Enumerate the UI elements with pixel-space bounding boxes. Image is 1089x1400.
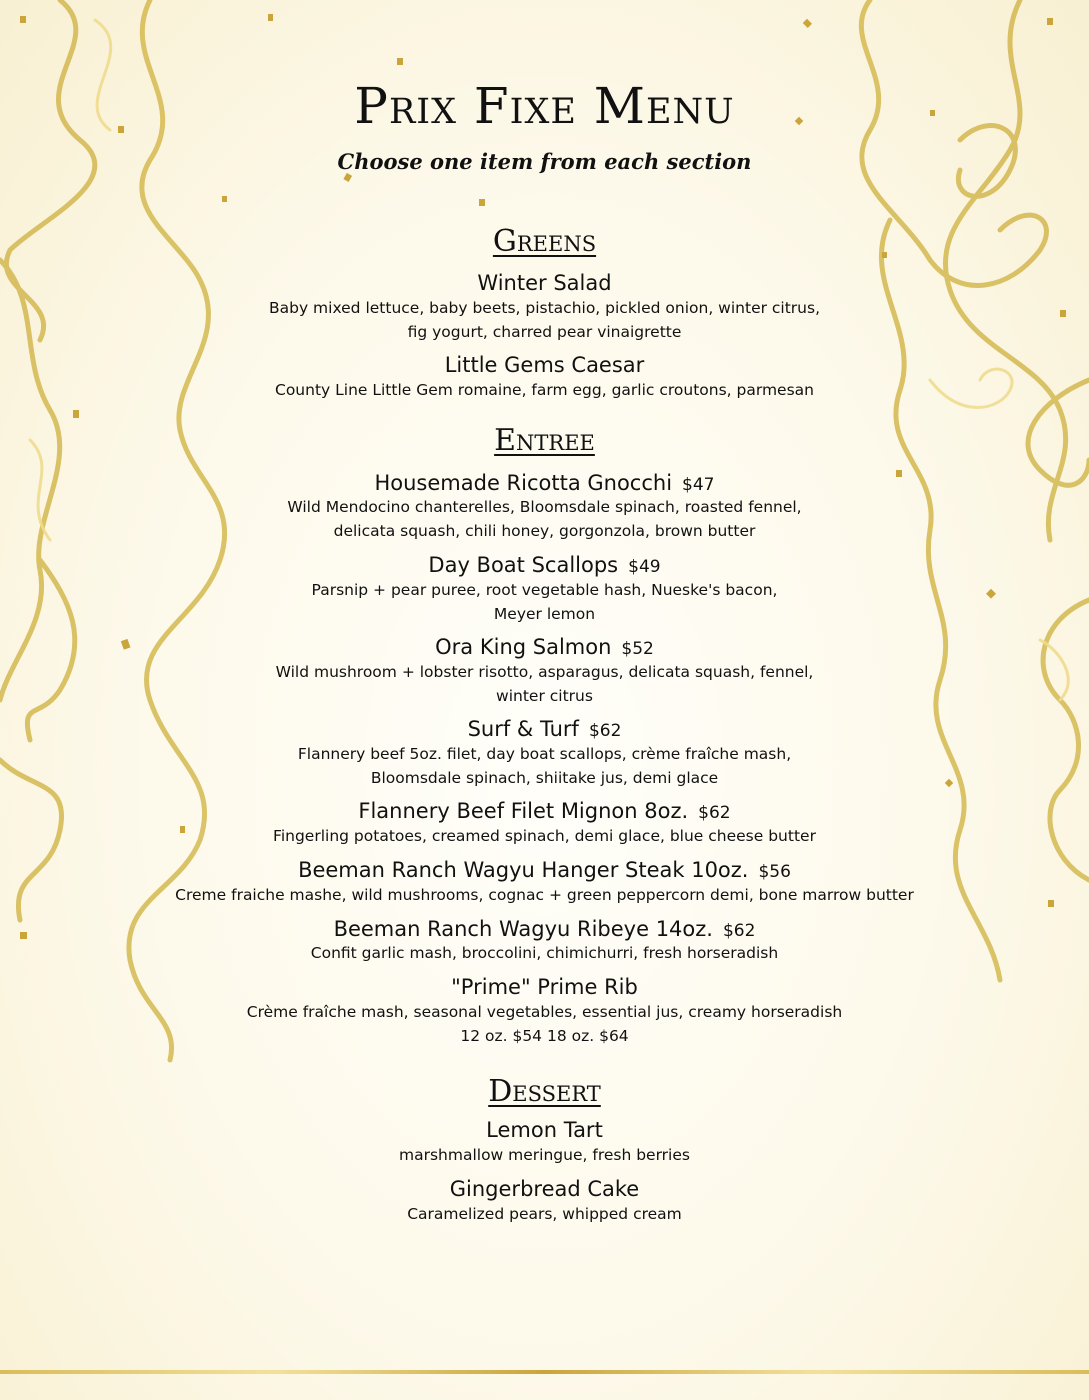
- item-title: Day Boat Scallops: [428, 553, 619, 577]
- menu-item-name: [0, 974, 1089, 1000]
- menu-item-description: Creme fraiche mashe, wild mushrooms, cognac + green peppercorn demi, bone marrow butter: [175, 886, 914, 904]
- confetti-piece: [803, 19, 812, 28]
- gold-bottom-border: [0, 1370, 1089, 1374]
- item-title: Gingerbread Cake: [449, 1177, 640, 1201]
- confetti-piece: [222, 196, 227, 202]
- section-heading-dessert: Dessert: [488, 1074, 601, 1109]
- confetti-piece: [397, 58, 403, 65]
- menu-item-description: marshmallow meringue, fresh berries: [399, 1146, 690, 1164]
- confetti-piece: [1047, 18, 1053, 25]
- menu-subtitle: Choose one item from each section: [337, 149, 752, 174]
- item-price: $47: [682, 475, 715, 495]
- item-title: "Prime" Prime Rib: [451, 975, 638, 999]
- menu-title: Prix Fixe Menu: [354, 77, 735, 135]
- item-title: Ora King Salmon: [435, 635, 612, 659]
- menu-item-name: [0, 857, 1089, 885]
- confetti-piece: [73, 410, 79, 418]
- item-title: Beeman Ranch Wagyu Hanger Steak 10oz.: [298, 858, 749, 882]
- item-price: $56: [758, 862, 791, 882]
- item-price: $52: [621, 639, 654, 659]
- menu-item-description: Parsnip + pear puree, root vegetable hash, Nueske's bacon, Meyer lemon: [311, 581, 778, 623]
- item-price: $62: [698, 803, 731, 823]
- menu-item-description: County Line Little Gem romaine, farm egg, garlic croutons, parmesan: [275, 381, 814, 399]
- menu-item-description: Crème fraîche mash, seasonal vegetables, essential jus, creamy horseradish 12 oz. $54 18 oz. $64: [246, 1003, 843, 1045]
- menu-item-name: [0, 798, 1089, 826]
- menu-item-description: Caramelized pears, whipped cream: [407, 1205, 682, 1223]
- menu-item-description: Wild mushroom + lobster risotto, asparagus, delicata squash, fennel, winter citrus: [275, 663, 814, 705]
- menu-item-name: [0, 552, 1089, 580]
- menu-item-name: [0, 1117, 1089, 1143]
- menu-item-name: [0, 270, 1089, 296]
- menu-item-name: [0, 352, 1089, 378]
- item-title: Surf & Turf: [467, 717, 579, 741]
- confetti-piece: [20, 16, 26, 23]
- confetti-piece: [479, 199, 485, 206]
- menu-item-name: [0, 470, 1089, 498]
- section-heading-greens: Greens: [492, 224, 597, 259]
- section-heading-entree: Entree: [494, 423, 595, 458]
- item-price: $62: [722, 921, 756, 941]
- menu-item-description: Wild Mendocino chanterelles, Bloomsdale spinach, roasted fennel, delicata squash, chili honey, gorgonzola, brown butter: [287, 498, 802, 540]
- menu-item-name: [0, 716, 1089, 744]
- item-title: Little Gems Caesar: [444, 353, 645, 377]
- menu-item-name: [0, 916, 1089, 944]
- menu-item-name: [0, 634, 1089, 662]
- menu-item-name: [0, 1176, 1089, 1202]
- item-title: Beeman Ranch Wagyu Ribeye 14oz.: [333, 917, 713, 941]
- item-title: Winter Salad: [477, 271, 612, 295]
- menu-item-description: Baby mixed lettuce, baby beets, pistachio, pickled onion, winter citrus, fig yogurt, charred pear vinaigrette: [268, 299, 821, 341]
- item-title: Flannery Beef Filet Mignon 8oz.: [358, 799, 689, 823]
- item-price: $62: [588, 721, 622, 741]
- menu-item-description: Confit garlic mash, broccolini, chimichurri, fresh horseradish: [310, 944, 779, 962]
- item-price: $49: [628, 557, 661, 577]
- confetti-piece: [268, 14, 273, 21]
- menu-item-description: Flannery beef 5oz. filet, day boat scallops, crème fraîche mash, Bloomsdale spinach, shiitake jus, demi glace: [297, 745, 792, 787]
- item-title: Lemon Tart: [486, 1118, 603, 1142]
- menu-item-description: Fingerling potatoes, creamed spinach, demi glace, blue cheese butter: [273, 827, 816, 845]
- item-title: Housemade Ricotta Gnocchi: [374, 471, 673, 495]
